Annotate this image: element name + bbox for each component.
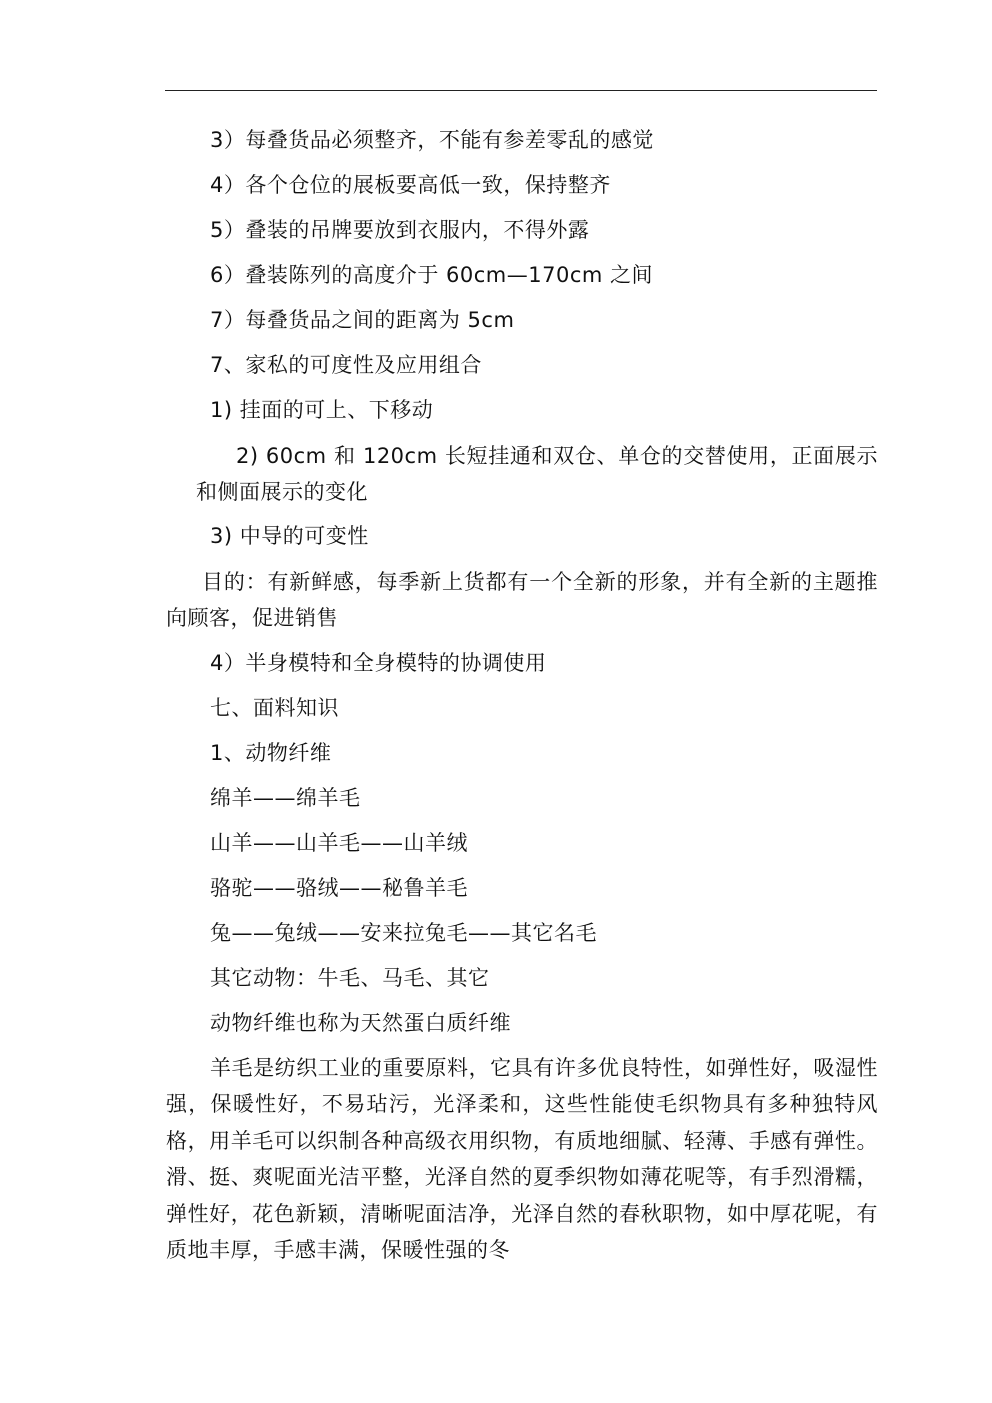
section-fabric-heading: 七、面料知识 — [210, 696, 339, 720]
fiber-rabbit: 兔——兔绒——安来拉兔毛——其它名毛 — [210, 921, 597, 945]
furniture-item-1: 1) 挂面的可上、下移动 — [210, 398, 434, 422]
furniture-item-4: 4）半身模特和全身模特的协调使用 — [210, 651, 547, 675]
furniture-item-2: 2) 60cm 和 120cm 长短挂通和双仓、单仓的交替使用，正面展示和侧面展示的变化 — [196, 444, 878, 505]
stack-rule-7: 7）每叠货品之间的距离为 5cm — [210, 308, 515, 332]
stack-rule-6: 6）叠装陈列的高度介于 60cm—170cm 之间 — [210, 263, 654, 287]
header-rule — [165, 90, 877, 91]
fiber-definition: 动物纤维也称为天然蛋白质纤维 — [210, 1011, 511, 1035]
fiber-goat: 山羊——山羊毛——山羊绒 — [210, 831, 468, 855]
section-furniture-heading: 7、家私的可度性及应用组合 — [210, 353, 482, 377]
stack-rule-5: 5）叠装的吊牌要放到衣服内，不得外露 — [210, 218, 590, 242]
fiber-sheep: 绵羊——绵羊毛 — [210, 786, 361, 810]
animal-fiber-heading: 1、动物纤维 — [210, 741, 332, 765]
fiber-other-animals: 其它动物：牛毛、马毛、其它 — [210, 966, 490, 990]
fiber-camel: 骆驼——骆绒——秘鲁羊毛 — [210, 876, 468, 900]
purpose-paragraph: 目的：有新鲜感，每季新上货都有一个全新的形象，并有全新的主题推向顾客，促进销售 — [166, 570, 878, 631]
furniture-item-3: 3) 中导的可变性 — [210, 524, 369, 548]
wool-paragraph: 羊毛是纺织工业的重要原料，它具有许多优良特性，如弹性好，吸湿性强，保暖性好，不易玷污，光泽柔和，这些性能使毛织物具有多种独特风格，用羊毛可以织制各种高级衣用织物，有质地细腻、轻薄、手感有弹性。滑、挺、爽呢面光洁平整，光泽自然的夏季织物如薄花呢等，有手烈滑糯，弹性好，花色新颖，清晰呢面洁净，光泽自然的春秋职物，如中厚花呢，有质地丰厚，手感丰满，保暖性强的冬 — [166, 1056, 878, 1263]
stack-rule-3: 3）每叠货品必须整齐，不能有参差零乱的感觉 — [210, 128, 654, 152]
stack-rule-4: 4）各个仓位的展板要高低一致，保持整齐 — [210, 173, 611, 197]
